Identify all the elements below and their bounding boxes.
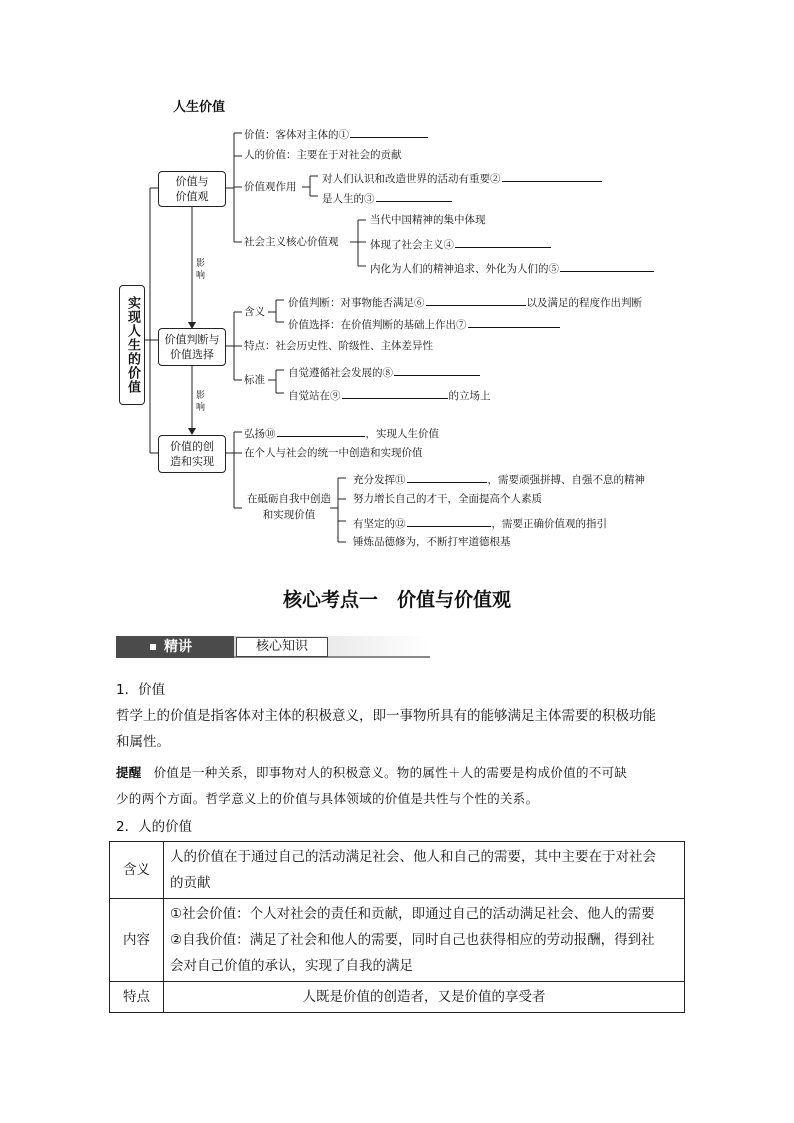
value-function-label: 价值观作用 <box>244 181 297 193</box>
table-row-head: 内容 <box>110 899 164 982</box>
core-values-item-1: 当代中国精神的集中体现 <box>370 214 486 226</box>
table-row <box>110 899 685 982</box>
table-row-body: ①社会价值：个人对社会的责任和贡献，即通过自己的活动满足社会、他人的需要 ②自我价值：满足了社会和他人的需要，同时自己也获得相应的劳动报酬，得到社 会对自己价值的承认，实现了自我的满足 <box>164 899 685 982</box>
point2-heading: 2．人的价值 <box>116 819 193 835</box>
blank-1 <box>350 126 428 138</box>
blank-10 <box>277 425 365 437</box>
point1-heading: 1．价值 <box>116 682 166 698</box>
banner-left-label: 精讲 <box>164 639 192 655</box>
box-judgment-choice <box>158 328 226 366</box>
box-create-label: 价值的创造和实现 <box>170 440 214 468</box>
adversity-item-4: 锤炼品德修为，不断打牢道德根基 <box>353 536 511 548</box>
judgment-meaning-label: 含义 <box>244 306 265 318</box>
mindmap-root: 实现人生的价值 <box>119 285 145 405</box>
table-row-head: 含义 <box>110 842 164 899</box>
value-function-item-2: 是人生的③ <box>322 190 453 206</box>
box-create-realize <box>158 435 226 473</box>
blank-9 <box>342 387 448 399</box>
judgment-meaning-item-1: 价值判断：对事物能否满足⑥ 以及满足的程度作出判断 <box>288 294 642 310</box>
value-item-2: 人的价值：主要在于对社会的贡献 <box>244 149 402 161</box>
influence-label-2: 影响 <box>196 391 210 413</box>
create-item-2: 在个人与社会的统一中创造和实现价值 <box>244 447 423 459</box>
core-values-label: 社会主义核心价值观 <box>244 236 339 248</box>
tip-label: 提醒 <box>116 765 142 780</box>
banner-right-label: 核心知识 <box>236 637 328 657</box>
adversity-item-1: 充分发挥⑪ ，需要顽强拼搏、自强不息的精神 <box>353 471 645 487</box>
human-value-table <box>109 841 685 1013</box>
blank-8 <box>394 364 480 376</box>
blank-4 <box>455 236 551 248</box>
table-row <box>110 842 685 899</box>
core-values-item-3: 内化为人们的精神追求、外化为人们的⑤ <box>370 260 655 276</box>
influence-label-1: 影响 <box>196 259 210 281</box>
point1-text-line-2: 和属性。 <box>116 734 170 750</box>
mindmap-title: 人生价值 <box>173 100 226 115</box>
table-row-head: 特点 <box>110 982 164 1013</box>
judgment-features: 特点：社会历史性、阶级性、主体差异性 <box>244 340 433 352</box>
point1-text-line-1: 哲学上的价值是指客体对主体的积极意义，即一事物所具有的能够满足主体需要的积极功能 <box>116 708 656 724</box>
judgment-standard-item-1: 自觉遵循社会发展的⑧ <box>288 364 481 380</box>
section-title: 核心考点一 价值与价值观 <box>282 589 511 611</box>
create-item-1: 弘扬⑩ ，实现人生价值 <box>244 425 439 441</box>
value-function-item-1: 对人们认识和改造世界的活动有重要② <box>322 170 603 186</box>
point1-tip-line-2: 少的两个方面。哲学意义上的价值与具体领域的价值是共性与个性的关系。 <box>116 791 539 806</box>
blank-3 <box>376 190 452 202</box>
judgment-standard-item-2: 自觉站在⑨ 的立场上 <box>288 387 491 403</box>
box-value-and-values <box>158 171 226 207</box>
adversity-item-3: 有坚定的⑫ ，需要正确价值观的指引 <box>353 515 607 531</box>
point1-tip-line-1: 提醒 价值是一种关系，即事物对人的积极意义。物的属性＋人的需要是构成价值的不可缺 <box>116 765 628 780</box>
table-row <box>110 982 685 1013</box>
banner-bullet-icon <box>150 644 156 650</box>
table-row-body: 人的价值在于通过自己的活动满足社会、他人和自己的需要，其中主要在于对社会 的贡献 <box>164 842 685 899</box>
table-row-body: 人既是价值的创造者，又是价值的享受者 <box>164 982 685 1013</box>
create-adversity-label: 在砥砺自我中创造和实现价值 <box>247 493 331 521</box>
section-banner <box>116 636 430 660</box>
box-value-label: 价值与价值观 <box>175 175 209 203</box>
judgment-meaning-item-2: 价值选择：在价值判断的基础上作出⑦ <box>288 316 561 332</box>
judgment-standard-label: 标准 <box>244 374 265 386</box>
blank-2 <box>502 170 602 182</box>
blank-6 <box>426 294 526 306</box>
adversity-item-2: 努力增长自己的才干，全面提高个人素质 <box>353 493 542 505</box>
box-judgment-label: 价值判断与价值选择 <box>164 333 220 361</box>
value-item-1: 价值：客体对主体的① <box>244 126 429 142</box>
core-values-item-2: 体现了社会主义④ <box>370 236 552 252</box>
blank-11 <box>407 471 487 483</box>
blank-12 <box>407 515 491 527</box>
blank-7 <box>468 316 560 328</box>
blank-5 <box>560 260 654 272</box>
